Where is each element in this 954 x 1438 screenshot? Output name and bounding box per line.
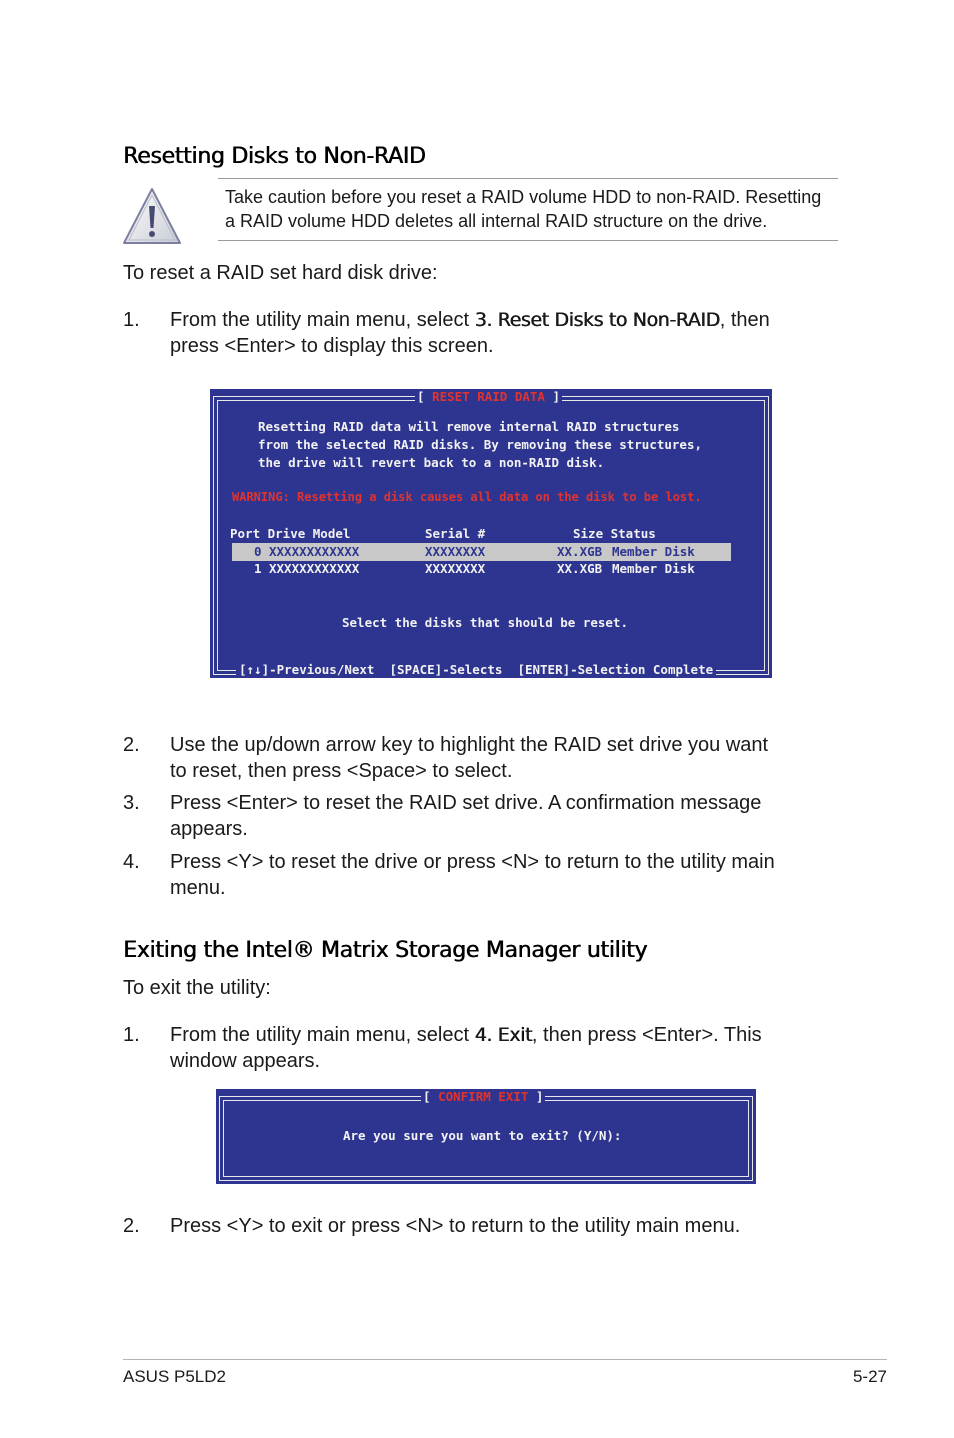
screen-message-line-3: the drive will revert back to a non-RAID disk.	[258, 455, 605, 470]
step-number: 3.	[123, 792, 140, 814]
caution-bottom-rule	[218, 240, 838, 241]
section-heading-reset: Resetting Disks to Non-RAID	[123, 144, 426, 169]
step-number: 4.	[123, 851, 140, 873]
reset-raid-data-screen	[210, 389, 772, 678]
screen-title-text: CONFIRM EXIT	[438, 1089, 529, 1104]
column-header-serial: Serial #	[425, 526, 486, 541]
row-serial: XXXXXXXX	[425, 544, 486, 559]
screen-prompt: Select the disks that should be reset.	[342, 615, 628, 630]
confirm-exit-prompt: Are you sure you want to exit? (Y/N):	[343, 1128, 622, 1143]
exit-step-1-menu-ref: 4. Exit	[474, 1024, 532, 1046]
row-serial: XXXXXXXX	[425, 561, 486, 576]
step-4-line-2: menu.	[170, 877, 226, 899]
screen-message-line-2: from the selected RAID disks. By removing these structures,	[258, 437, 703, 452]
screen-title-text: RESET RAID DATA	[432, 389, 545, 404]
step-3-line-1: Press <Enter> to reset the RAID set drive. A confirmation message	[170, 792, 762, 814]
caution-line-1: Take caution before you reset a RAID volume HDD to non-RAID. Resetting	[225, 187, 822, 207]
step-1-post: , then	[719, 309, 770, 331]
footer-rule	[123, 1359, 887, 1360]
step-1-text	[170, 307, 850, 359]
step-2-text	[170, 732, 850, 784]
screen-title: [ CONFIRM EXIT ]	[423, 1089, 544, 1104]
warning-triangle-icon	[122, 186, 182, 246]
step-1-menu-ref: 3. Reset Disks to Non-RAID	[474, 309, 720, 331]
screen-title: [ RESET RAID DATA ]	[417, 389, 561, 404]
exit-step-1-pre: From the utility main menu, select	[170, 1024, 475, 1046]
footer-product-name: ASUS P5LD2	[123, 1367, 226, 1386]
row-status: Member Disk	[612, 544, 695, 559]
row-model: XXXXXXXXXXXX	[269, 561, 360, 576]
column-header-size-status: Size Status	[573, 526, 656, 541]
exit-step-1-line-2: window appears.	[170, 1050, 321, 1072]
row-model: XXXXXXXXXXXX	[269, 544, 360, 559]
caution-text	[225, 185, 840, 233]
column-header-port-model: Port Drive Model	[230, 526, 351, 541]
exit-step-2-text: Press <Y> to exit or press <N> to return to the utility main menu.	[170, 1215, 741, 1237]
confirm-exit-screen	[216, 1089, 756, 1184]
screen-message-line-1: Resetting RAID data will remove internal RAID structures	[258, 419, 680, 434]
exit-step-1-post: , then press <Enter>. This	[531, 1024, 762, 1046]
step-2-line-2: to reset, then press <Space> to select.	[170, 760, 513, 782]
step-4-line-1: Press <Y> to reset the drive or press <N> to return to the utility main	[170, 851, 775, 873]
step-3-text	[170, 790, 850, 842]
screen-key-legend: [↑↓]-Previous/Next [SPACE]-Selects [ENTER]-Selection Complete	[236, 662, 716, 677]
row-status: Member Disk	[612, 561, 695, 576]
step-1-pre: From the utility main menu, select	[170, 309, 475, 331]
intro-text: To reset a RAID set hard disk drive:	[123, 262, 438, 284]
exit-intro-text: To exit the utility:	[123, 977, 271, 999]
row-port: 1	[254, 561, 262, 576]
caution-top-rule	[218, 178, 838, 179]
screen-warning: WARNING: Resetting a disk causes all data on the disk to be lost.	[232, 490, 702, 504]
step-number: 1.	[123, 309, 140, 331]
step-3-line-2: appears.	[170, 818, 248, 840]
row-size: XX.XGB	[557, 561, 603, 576]
caution-line-2: a RAID volume HDD deletes all internal RAID structure on the drive.	[225, 211, 768, 231]
row-size: XX.XGB	[557, 544, 603, 559]
step-number: 2.	[123, 1215, 140, 1237]
row-port: 0	[254, 544, 262, 559]
section-heading-exit: Exiting the Intel® Matrix Storage Manager utility	[123, 938, 648, 963]
step-2-line-1: Use the up/down arrow key to highlight the RAID set drive you want	[170, 734, 769, 756]
step-1-line-2: press <Enter> to display this screen.	[170, 335, 494, 357]
exit-step-1-text	[170, 1022, 850, 1074]
step-number: 1.	[123, 1024, 140, 1046]
step-4-text	[170, 849, 850, 901]
step-number: 2.	[123, 734, 140, 756]
footer-page-number: 5-27	[852, 1367, 887, 1386]
